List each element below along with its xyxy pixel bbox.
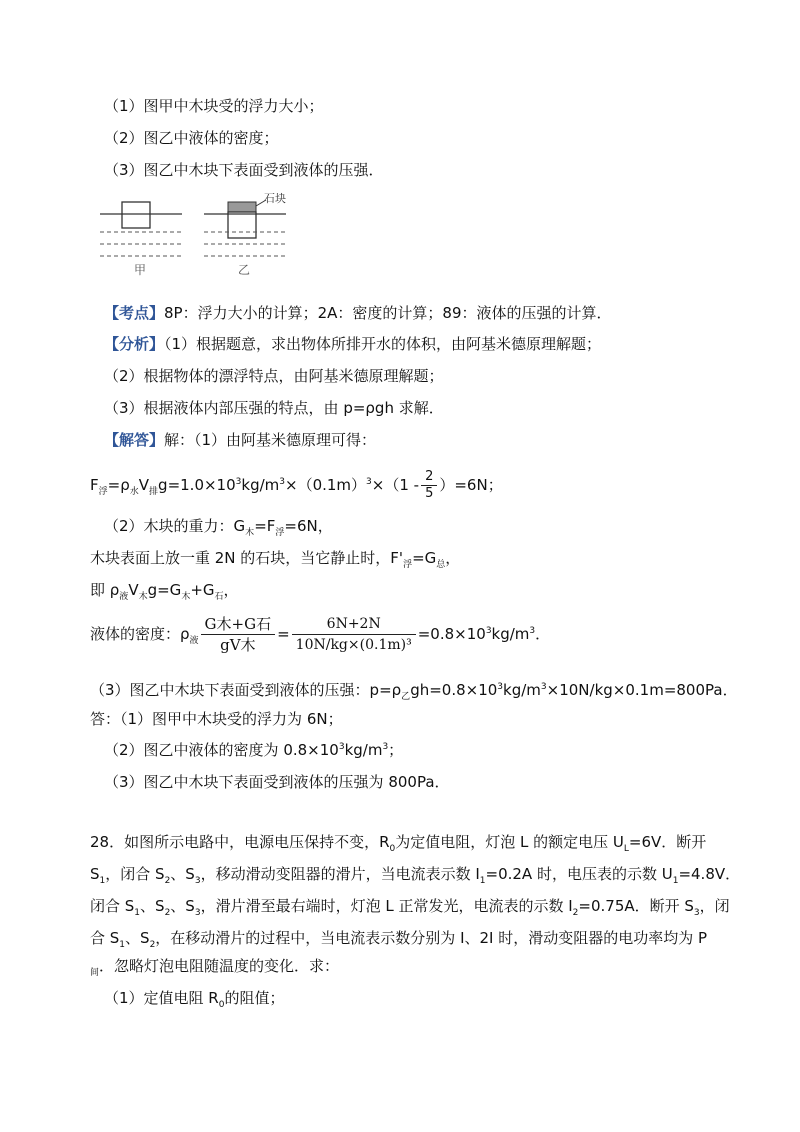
answer-2 <box>104 740 403 760</box>
eq-sup: 3 <box>382 742 389 752</box>
eq-text: 木块表面上放一重 2N 的石块，当它静止时，F' <box>90 549 404 567</box>
question-1: （1）图甲中木块受的浮力大小； <box>104 97 324 115</box>
fraction-weight-over-volume <box>201 614 276 655</box>
eq-text: =F <box>254 517 276 535</box>
q28-text: =4.8V． <box>678 865 741 883</box>
jieda-line <box>104 430 376 450</box>
fenxi-text-1: （1）根据题意，求出物体所排开水的体积，由阿基米德原理解题； <box>164 335 602 353</box>
eq-sub: 浮 <box>275 528 285 538</box>
eq-sup: 3 <box>529 626 536 636</box>
eq-text: F <box>90 476 99 494</box>
q28-sub: 3 <box>194 908 201 918</box>
frac-num: 2 <box>421 469 437 486</box>
q28-line-3 <box>90 896 730 916</box>
q28-text: 合 S <box>90 929 120 947</box>
eq-text: ， <box>445 549 461 567</box>
q28-text: 、S <box>170 897 195 915</box>
frac-den: 10N/kg×(0.1m)³ <box>295 637 412 653</box>
eq-sup: 3 <box>366 477 372 487</box>
q28-line-5 <box>90 956 339 976</box>
eq-sub: 浮 <box>98 487 108 497</box>
q28-text: ，滑片滑至最右端时，灯泡 L 正常发光，电流表的示数 I <box>200 897 573 915</box>
q28-sub: 1 <box>119 940 126 950</box>
eq-text: =0.8×10 <box>417 625 486 643</box>
eq-sub: 木 <box>245 528 255 538</box>
eq-text: =ρ <box>107 476 130 494</box>
eq-text: = <box>277 625 290 643</box>
eq-sup: 3 <box>279 477 285 487</box>
equation-buoyancy <box>90 468 503 502</box>
eq-text: =6N， <box>284 517 333 535</box>
eq-text: （2）图乙中液体的密度为 0.8×10 <box>104 741 339 759</box>
q28-text: ，在移动滑片的过程中，当电流表示数分别为 I、2I 时，滑动变阻器的电功率均为 P <box>155 929 708 947</box>
eq-sub: 排 <box>149 487 159 497</box>
eq-sub: 木 <box>138 592 148 602</box>
q28-sub: 2 <box>572 908 579 918</box>
q28-text: 、S <box>125 929 150 947</box>
eq-text: （2）木块的重力：G <box>104 517 246 535</box>
jieda-intro: 解：（1）由阿基米德原理可得： <box>164 431 377 449</box>
q28-text: 、S <box>170 865 195 883</box>
q28-sub: 1 <box>479 876 486 886</box>
q28-text: =0.2A 时，电压表的示数 U <box>485 865 673 883</box>
eq-text: kg/m <box>491 625 530 643</box>
frac-num: 6N+2N <box>292 614 416 635</box>
fenxi-tag: 【分析】 <box>104 335 165 353</box>
eq-sup: 3 <box>485 626 492 636</box>
eq-text: kg/m <box>344 741 383 759</box>
answer-1: 答：（1）图甲中木块受的浮力为 6N； <box>90 710 343 728</box>
q28-text: S <box>90 865 100 883</box>
q28-text: 为定值电阻，灯泡 L 的额定电压 U <box>395 833 624 851</box>
question-2: （2）图乙中液体的密度； <box>104 129 279 147</box>
eq-text: g=1.0×10 <box>158 476 236 494</box>
eq-sub: 石 <box>214 592 224 602</box>
q28-text: 28．如图所示电路中，电源电压保持不变，R <box>90 833 390 851</box>
eq-text: （3）图乙中木块下表面受到液体的压强：p=ρ <box>90 681 402 699</box>
q28-sub: 0 <box>218 1000 225 1010</box>
q28-line-1 <box>90 832 706 852</box>
gravity-line <box>104 516 333 536</box>
fraction-numeric <box>292 614 416 655</box>
q28-text: ，闭合 S <box>105 865 165 883</box>
q28-sub: 0 <box>389 844 396 854</box>
eq-text: =G <box>412 549 437 567</box>
q28-text: =6V．断开 <box>628 833 707 851</box>
label-jia: 甲 <box>134 263 147 277</box>
q28-line-2 <box>90 864 740 884</box>
eq-text: ×（0.1m） <box>285 476 367 494</box>
pressure-line <box>90 680 738 700</box>
balance-line <box>90 580 239 600</box>
jieda-tag: 【解答】 <box>104 431 165 449</box>
eq-text: gh=0.8×10 <box>410 681 498 699</box>
eq-text: V <box>138 476 150 494</box>
q28-sub: 2 <box>164 876 171 886</box>
eq-sub: 浮 <box>403 560 413 570</box>
eq-text: ． <box>535 625 551 643</box>
eq-sup: 3 <box>235 477 242 487</box>
frac-den: gV木 <box>220 636 256 654</box>
eq-text: +G <box>190 581 215 599</box>
q28-text: 、S <box>140 897 165 915</box>
q28-text: ．忽略灯泡电阻随温度的变化．求： <box>99 957 340 975</box>
frac-num: G木+G石 <box>201 614 276 635</box>
kaodian-text: 8P：浮力大小的计算；2A：密度的计算；89：液体的压强的计算． <box>164 304 612 322</box>
q28-sub: 2 <box>164 908 171 918</box>
eq-text: ×10N/kg×0.1m=800Pa． <box>546 681 738 699</box>
eq-text: kg/m <box>503 681 541 699</box>
density-equation <box>90 612 550 656</box>
fenxi-line-1 <box>104 334 601 354</box>
eq-text: 液体的密度：ρ <box>90 625 190 643</box>
eq-text: ）=6N； <box>439 476 503 494</box>
eq-text: kg/m <box>241 476 280 494</box>
q28-text: ，闭 <box>699 897 730 915</box>
eq-sub: 总 <box>436 560 446 570</box>
q28-sub: 间 <box>90 968 100 978</box>
buoyancy-figure <box>98 192 298 282</box>
eq-sup: 3 <box>497 682 504 692</box>
eq-sup: 3 <box>540 682 547 692</box>
q28-text: =0.75A．断开 S <box>578 897 694 915</box>
eq-sub: 乙 <box>401 692 411 702</box>
figure-yi <box>204 192 286 277</box>
stone-label: 石块 <box>264 192 286 205</box>
q28-text: （1）定值电阻 R <box>104 989 219 1007</box>
eq-sub: 液 <box>189 636 199 646</box>
q28-line-6 <box>104 988 285 1008</box>
eq-text: V <box>128 581 139 599</box>
q28-sub: 3 <box>194 876 201 886</box>
fenxi-line-2: （2）根据物体的漂浮特点，由阿基米德原理解题； <box>104 367 444 385</box>
q28-sub: 1 <box>99 876 106 886</box>
eq-text: g=G <box>147 581 182 599</box>
answer-3: （3）图乙中木块下表面受到液体的压强为 800Pa． <box>104 773 450 791</box>
eq-text: ×（1 - <box>371 476 420 494</box>
stone-line <box>90 548 460 568</box>
eq-sub: 木 <box>181 592 191 602</box>
fenxi-line-3: （3）根据液体内部压强的特点，由 p=ρgh 求解． <box>104 399 444 417</box>
kaodian-tag: 【考点】 <box>104 304 165 322</box>
q28-sub: 1 <box>672 876 679 886</box>
eq-sub: 液 <box>119 592 129 602</box>
q28-sub: 1 <box>134 908 141 918</box>
eq-sub: 水 <box>129 487 139 497</box>
question-3: （3）图乙中木块下表面受到液体的压强． <box>104 161 384 179</box>
q28-sub: 3 <box>693 908 700 918</box>
q28-sub: 2 <box>149 940 156 950</box>
eq-text: ； <box>388 741 404 759</box>
eq-text: 即 ρ <box>90 581 120 599</box>
fraction-two-fifths <box>421 469 437 502</box>
label-yi: 乙 <box>238 263 251 277</box>
q28-sub: L <box>623 844 629 854</box>
eq-sup: 3 <box>338 742 345 752</box>
figure-jia <box>100 202 182 277</box>
q28-text: 的阻值； <box>224 989 285 1007</box>
q28-text: 闭合 S <box>90 897 135 915</box>
eq-text: ， <box>223 581 239 599</box>
q28-line-4 <box>90 928 707 948</box>
frac-den: 5 <box>425 486 434 501</box>
kaodian-line <box>104 303 612 323</box>
q28-text: ，移动滑动变阻器的滑片，当电流表示数 I <box>200 865 480 883</box>
